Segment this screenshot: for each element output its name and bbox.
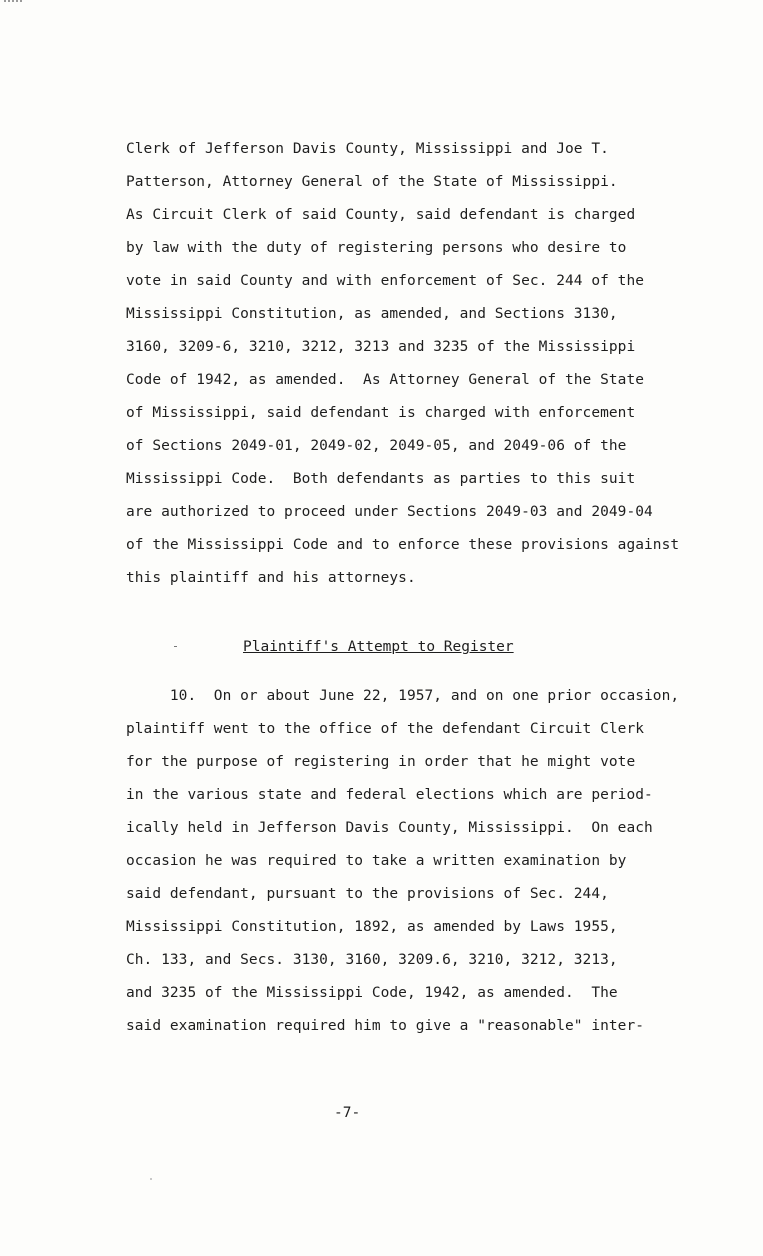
text-line: Clerk of Jefferson Davis County, Mississippi and Joe T. — [126, 141, 609, 157]
text-line: plaintiff went to the office of the defendant Circuit Clerk — [126, 721, 645, 737]
text-line: are authorized to proceed under Sections 2049-03 and 2049-04 — [126, 504, 653, 520]
text-line: of Sections 2049-01, 2049-02, 2049-05, and 2049-06 of the — [126, 438, 627, 454]
text-line: said defendant, pursuant to the provisions of Sec. 244, — [126, 886, 609, 902]
text-line: ically held in Jefferson Davis County, Mississippi. On each — [126, 820, 653, 836]
text-line: said examination required him to give a "reasonable" inter- — [126, 1018, 645, 1034]
text-line: Mississippi Constitution, 1892, as amended by Laws 1955, — [126, 919, 618, 935]
text-line: Ch. 133, and Secs. 3130, 3160, 3209.6, 3210, 3212, 3213, — [126, 952, 618, 968]
text-line: Code of 1942, as amended. As Attorney General of the State — [126, 372, 645, 388]
text-line: 3160, 3209-6, 3210, 3212, 3213 and 3235 of the Mississippi — [126, 339, 636, 355]
scan-speck — [150, 1178, 152, 1180]
text-line: by law with the duty of registering persons who desire to — [126, 240, 627, 256]
text-line: Patterson, Attorney General of the State of Mississippi. — [126, 174, 618, 190]
text-line: vote in said County and with enforcement of Sec. 244 of the — [126, 273, 645, 289]
text-line: in the various state and federal elections which are period- — [126, 787, 653, 803]
scan-mark — [174, 646, 177, 647]
scan-mark — [4, 0, 22, 4]
text-line: this plaintiff and his attorneys. — [126, 570, 416, 586]
text-line: and 3235 of the Mississippi Code, 1942, as amended. The — [126, 985, 618, 1001]
text-line: occasion he was required to take a written examination by — [126, 853, 627, 869]
text-line: of Mississippi, said defendant is charged with enforcement — [126, 405, 636, 421]
text-line: of the Mississippi Code and to enforce these provisions against — [126, 537, 680, 553]
text-line: for the purpose of registering in order that he might vote — [126, 754, 636, 770]
text-line: Mississippi Constitution, as amended, and Sections 3130, — [126, 306, 618, 322]
section-heading: Plaintiff's Attempt to Register — [243, 639, 514, 655]
page-number: -7- — [334, 1105, 361, 1121]
text-line: As Circuit Clerk of said County, said defendant is charged — [126, 207, 636, 223]
text-line: Mississippi Code. Both defendants as parties to this suit — [126, 471, 636, 487]
text-line: 10. On or about June 22, 1957, and on one prior occasion, — [126, 688, 680, 704]
